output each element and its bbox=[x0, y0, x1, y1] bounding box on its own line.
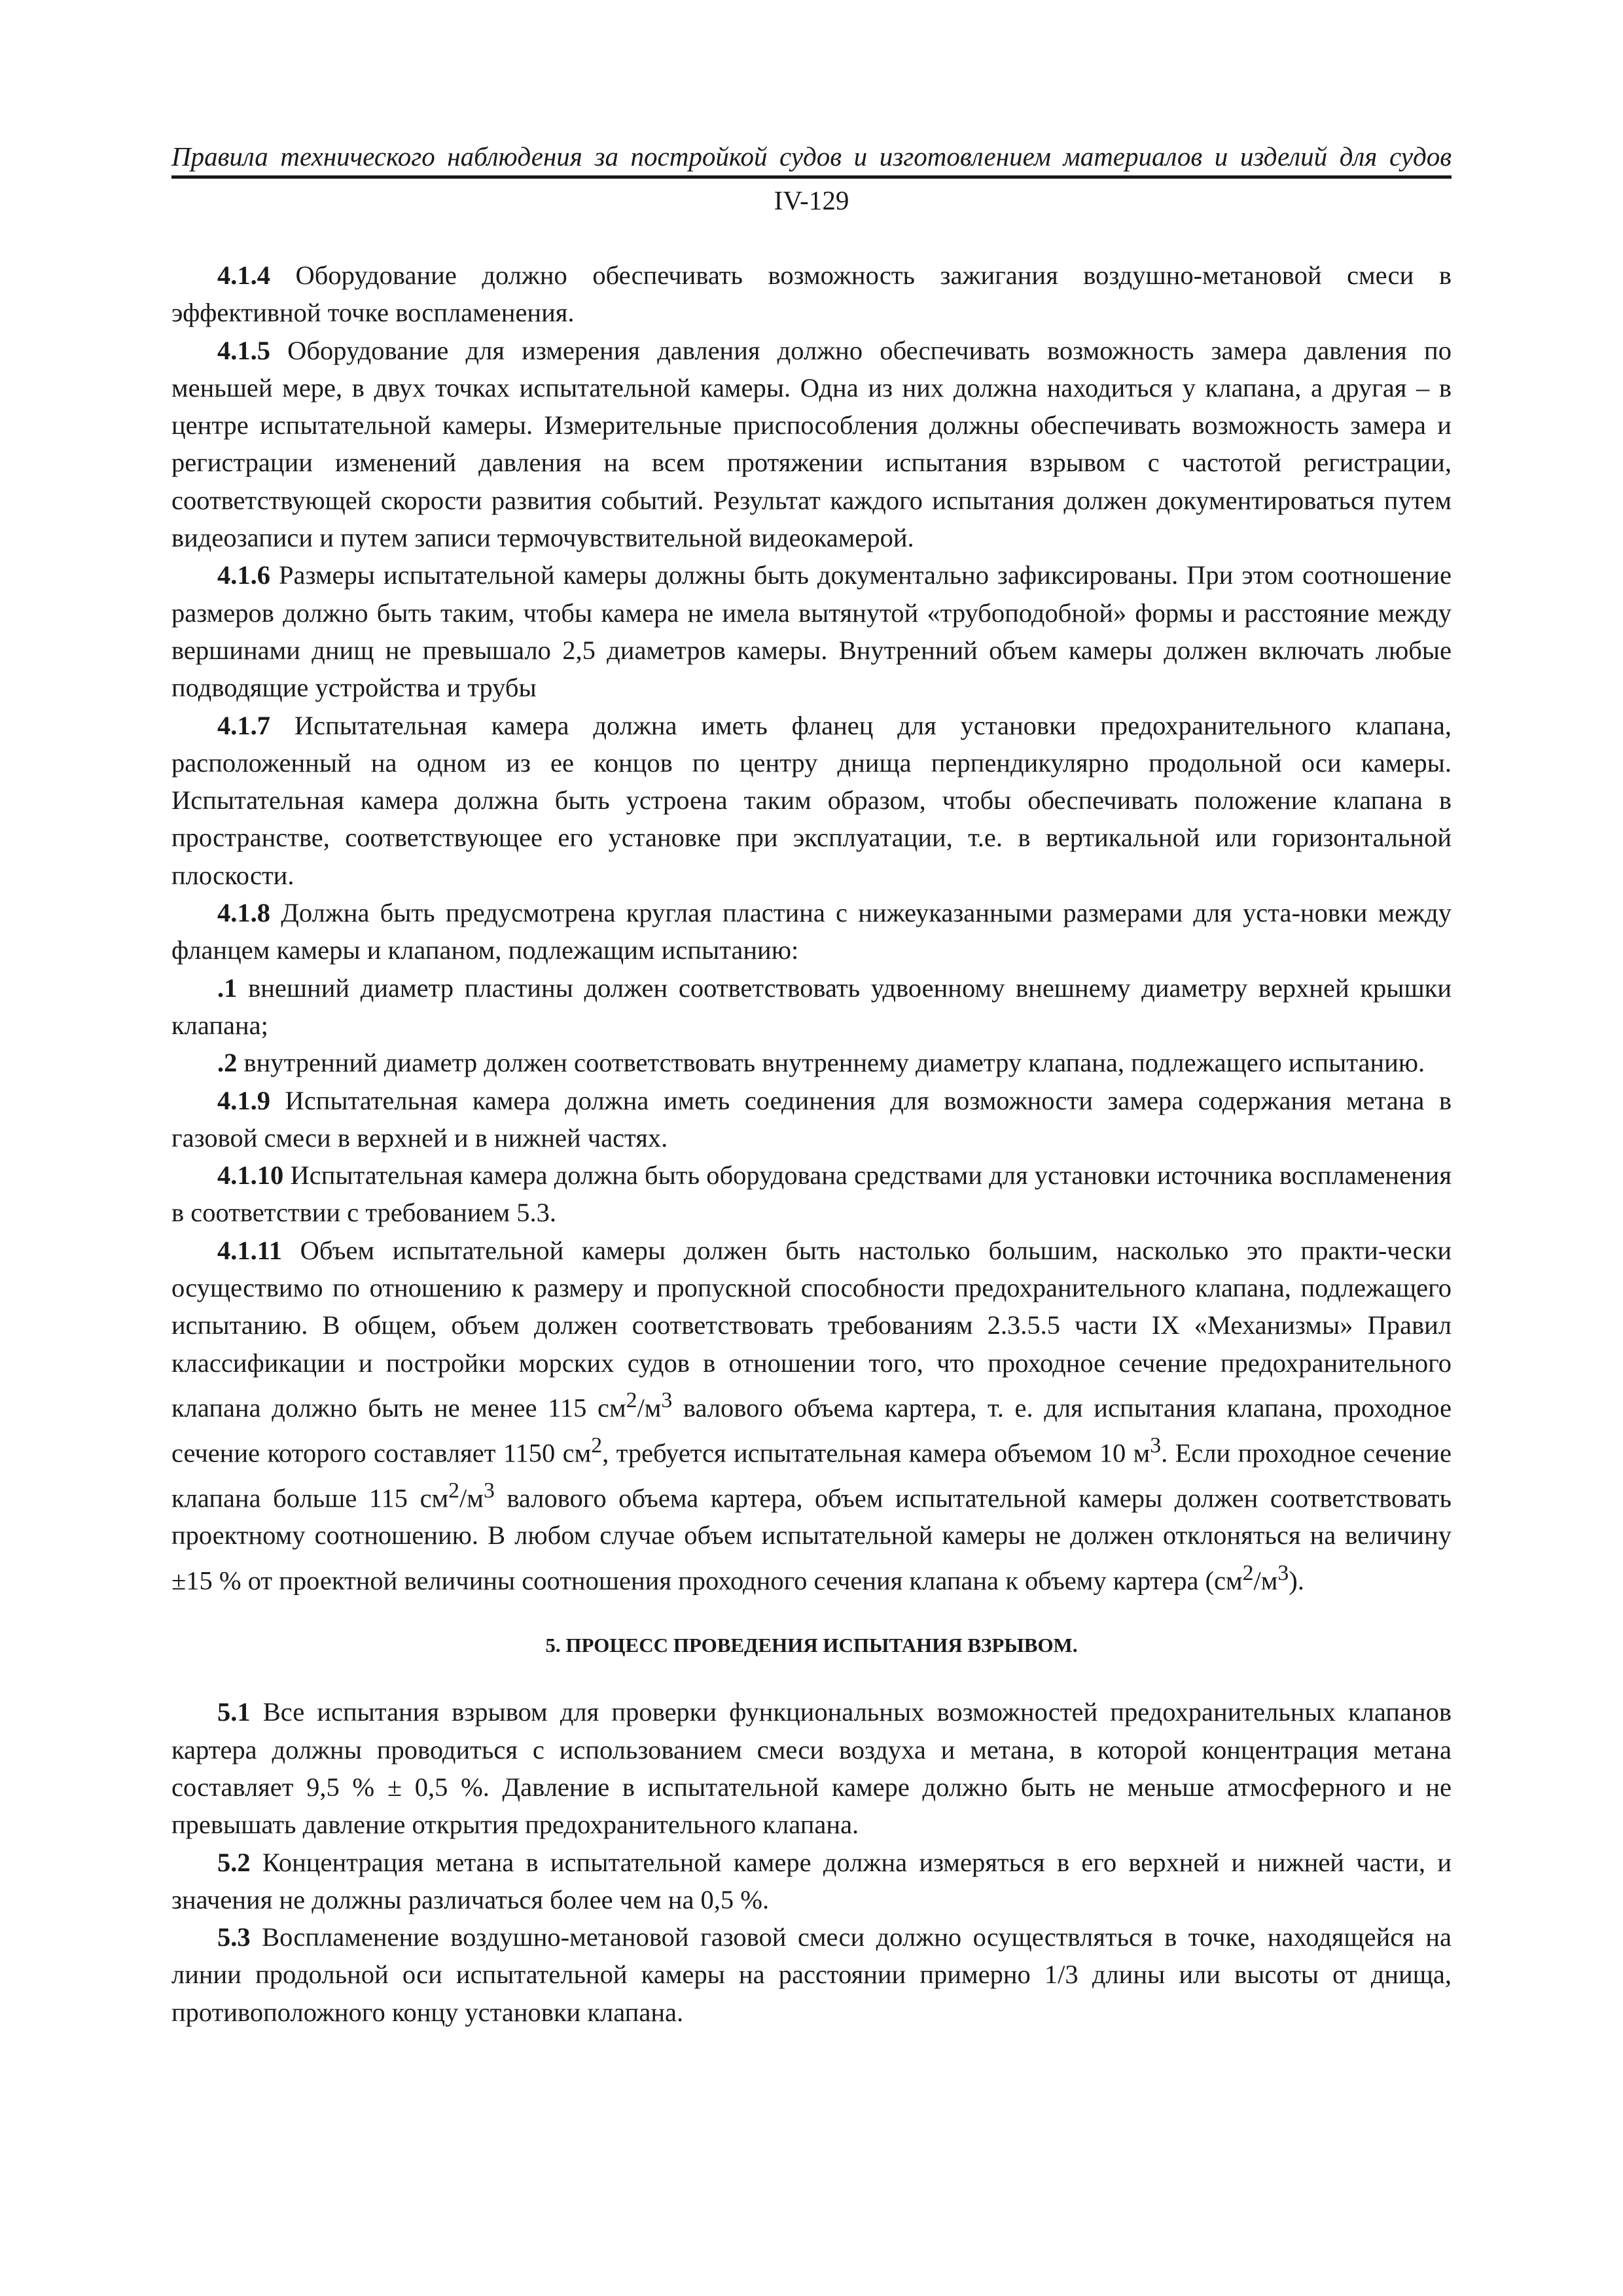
paragraph-number: 4.1.6 bbox=[217, 560, 270, 590]
paragraph-number: 4.1.5 bbox=[217, 335, 270, 365]
superscript: 2 bbox=[1242, 1560, 1254, 1585]
superscript: 3 bbox=[483, 1478, 495, 1503]
superscript: 3 bbox=[1150, 1433, 1162, 1458]
paragraph-4-1-4 bbox=[171, 257, 1452, 332]
paragraph-text: Оборудование должно обеспечивать возможность зажигания воздушно-метановой смеси в эффективной точке воспламенения. bbox=[171, 260, 1452, 328]
header-rule bbox=[171, 175, 1452, 179]
list-item-number: .2 bbox=[217, 1048, 238, 1078]
paragraph-text: Концентрация метана в испытательной камере должна измеряться в его верхней и нижней части, и значения не должны различаться более чем на 0,5 %. bbox=[171, 1847, 1452, 1914]
paragraph-number: 4.1.7 bbox=[217, 710, 270, 740]
paragraph-number: 4.1.10 bbox=[217, 1160, 284, 1191]
paragraph-4-1-11 bbox=[171, 1232, 1452, 1600]
paragraph-4-1-8 bbox=[171, 894, 1452, 969]
paragraph-4-1-7 bbox=[171, 707, 1452, 894]
list-item-number: .1 bbox=[217, 973, 238, 1003]
superscript: 3 bbox=[661, 1388, 673, 1412]
paragraph-4-1-10 bbox=[171, 1157, 1452, 1232]
paragraph-5-2 bbox=[171, 1844, 1452, 1919]
paragraph-text-part: валового объема картера, т. е. для испытания клапана, проходное сечение которого составляет 1150 см bbox=[171, 1393, 1452, 1468]
paragraph-text: Воспламенение воздушно-метановой газовой смеси должно осуществляться в точке, находящейся на линии продольной оси испытательной камеры на расстоянии примерно 1/3 длины или высоты от днища, противоположного концу установки клапана. bbox=[171, 1922, 1452, 2027]
superscript: 2 bbox=[626, 1388, 637, 1412]
paragraph-number: 4.1.9 bbox=[217, 1085, 270, 1115]
paragraph-5-3 bbox=[171, 1918, 1452, 2031]
superscript: 2 bbox=[448, 1478, 460, 1503]
superscript: 3 bbox=[1277, 1560, 1289, 1585]
paragraph-number: 4.1.11 bbox=[217, 1235, 283, 1265]
paragraph-5-1 bbox=[171, 1693, 1452, 1843]
paragraph-4-1-5 bbox=[171, 332, 1452, 557]
paragraph-text: Испытательная камера должна быть оборудована средствами для установки источника воспламенения в соответствии с требованием 5.3. bbox=[171, 1160, 1452, 1228]
paragraph-text: Размеры испытательной камеры должны быть документально зафиксированы. При этом соотношение размеров должно быть таким, чтобы камера не имела вытянутой «трубоподобной» формы и расстояние между вершинами днищ не превышало 2,5 диаметров камеры. Внутренний объем камеры должен включать любые подводящие устройства и трубы bbox=[171, 560, 1452, 703]
paragraph-text: Испытательная камера должна иметь фланец для установки предохранительного клапана, расположенный на одном из ее концов по центру днища перпендикулярно продольной оси камеры. Испытательная камера должна быть устроена таким образом, чтобы обеспечивать положение клапана в пространстве, соответствующее его установке при эксплуатации, т.е. в вертикальной или горизонтальной плоскости. bbox=[171, 710, 1452, 890]
paragraph-4-1-9 bbox=[171, 1082, 1452, 1157]
paragraph-text-part: валового объема картера, объем испытательной камеры должен соответствовать проектному соотношению. В любом случае объем испытательной камеры не должен отклоняться на величину ±15 % от проектной величины соотношения проходного сечения клапана к объему картера (см bbox=[171, 1483, 1452, 1596]
paragraph-number: 5.3 bbox=[217, 1922, 251, 1952]
paragraph-text-part: ). bbox=[1289, 1566, 1304, 1596]
list-item-2 bbox=[171, 1044, 1452, 1081]
paragraph-text-part: /м bbox=[459, 1483, 484, 1513]
paragraph-text: Оборудование для измерения давления должно обеспечивать возможность замера давления по меньшей мере, в двух точках испытательной камеры. Одна из них должна находиться у клапана, а другая – в центре испытательной камеры. Измерительные приспособления должны обеспечивать возможность замера и регистрации изменений давления на всем протяжении испытания взрывом с частотой регистрации, соответствующей скорости развития событий. Результат каждого испытания должен документироваться путем видеозаписи и путем записи термочувствительной видеокамерой. bbox=[171, 335, 1452, 553]
paragraph-text-part: . Если проходное сечение клапана больше 115 см bbox=[171, 1438, 1452, 1513]
list-item-text: внутренний диаметр должен соответствовать внутреннему диаметру клапана, подлежащего испытанию. bbox=[237, 1048, 1425, 1078]
paragraph-number: 5.1 bbox=[217, 1697, 251, 1727]
paragraph-text-part: /м bbox=[637, 1393, 662, 1423]
paragraph-text-part: /м bbox=[1253, 1566, 1278, 1596]
paragraph-text: Должна быть предусмотрена круглая пластина с нижеуказанными размерами для уста-новки между фланцем камеры и клапаном, подлежащим испытанию: bbox=[171, 898, 1452, 965]
paragraph-number: 4.1.4 bbox=[217, 260, 270, 290]
paragraph-text: Испытательная камера должна иметь соединения для возможности замера содержания метана в газовой смеси в верхней и в нижней частях. bbox=[171, 1085, 1452, 1153]
document-body bbox=[171, 257, 1452, 2031]
paragraph-text-part: , требуется испытательная камера объемом 10 м bbox=[602, 1438, 1150, 1468]
list-item-1 bbox=[171, 969, 1452, 1045]
paragraph-4-1-6 bbox=[171, 556, 1452, 706]
paragraph-number: 5.2 bbox=[217, 1847, 251, 1877]
superscript: 2 bbox=[591, 1433, 603, 1458]
list-item-text: внешний диаметр пластины должен соответствовать удвоенному внешнему диаметру верхней крышки клапана; bbox=[171, 973, 1452, 1040]
paragraph-number: 4.1.8 bbox=[217, 898, 270, 928]
paragraph-text-part: Объем испытательной камеры должен быть настолько большим, насколько это практи-чески осуществимо по отношению к размеру и пропускной способности предохранительного клапана, подлежащего испытанию. В общем, объем должен соответствовать требованиям 2.3.5.5 части IX «Механизмы» Правил классификации и постройки морских судов в отношении того, что проходное сечение предохранительного клапана должно быть не менее 115 см bbox=[171, 1235, 1452, 1423]
paragraph-text: Все испытания взрывом для проверки функциональных возможностей предохранительных клапанов картера должны проводиться с использованием смеси воздуха и метана, в которой концентрация метана составляет 9,5 % ± 0,5 %. Давление в испытательной камере должно быть не меньше атмосферного и не превышать давление открытия предохранительного клапана. bbox=[171, 1697, 1452, 1840]
section-title: 5. ПРОЦЕСС ПРОВЕДЕНИЯ ИСПЫТАНИЯ ВЗРЫВОМ. bbox=[545, 1634, 1078, 1657]
page-number: IV-129 bbox=[774, 185, 849, 215]
running-header: Правила технического наблюдения за постройкой судов и изготовлением материалов и изделий для судов bbox=[171, 141, 1452, 171]
